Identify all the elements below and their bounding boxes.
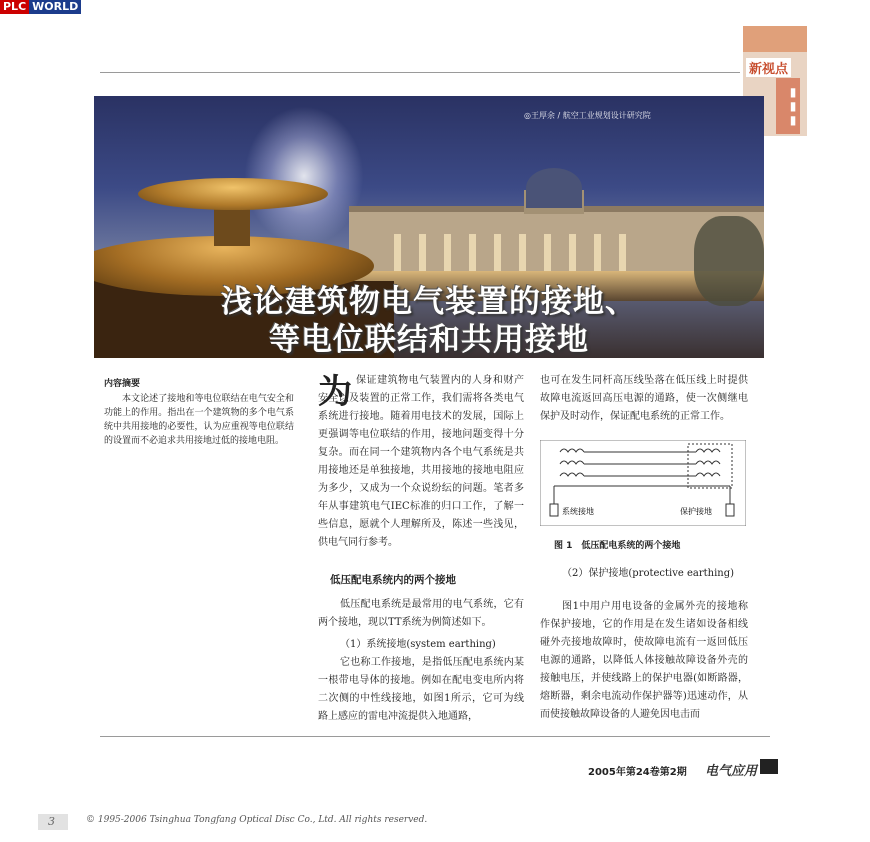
- magazine-logo-box: [760, 759, 778, 774]
- logo-part-plc: PLC: [0, 0, 29, 14]
- intro-paragraph: 保证建筑物电气装置内的人身和财产安全以及装置的正常工作，我们需将各类电气系统进行接地。随着用电技术的发展，国际上更强调等电位联结的作用，接地问题变得十分复杂。而在同一个建筑物内各个电气系统是共用接地还是单独接地，共用接地的接地电阻应为多少，又成为一个众说纷纭的问题。笔者多年从事建筑电气IEC标准的归口工作，了解一些信息，愿就个人理解所及，陈述一些浅见，供电气同行参考。: [318, 375, 524, 548]
- copyright-notice: © 1995-2006 Tsinghua Tongfang Optical Disc Co., Ltd. All rights reserved.: [86, 815, 428, 825]
- body-paragraph: 低压配电系统是最常用的电气系统，它有两个接地，现以TT系统为例简述如下。: [318, 599, 524, 628]
- page-number: 3: [48, 815, 55, 828]
- magazine-name: 电气应用: [705, 764, 758, 779]
- fountain-bowl-image: [138, 178, 328, 210]
- issue-info: 2005年第24卷第2期: [588, 767, 687, 778]
- system-earth-electrode: [550, 504, 558, 516]
- subheading-system-earthing: （1）系统接地(system earthing): [340, 639, 496, 650]
- logo-part-world: WORLD: [29, 0, 81, 14]
- body-paragraph: 图1中用户用电设备的金属外壳的接地称作保护接地，它的作用是在发生诸如设备相线碰外壳接地故障时，使故障电流有一返回低压电源的通路，以降低人体接触故障设备外壳的接触电压，并使线路上的保护电器(如断路器，熔断器，剩余电流动作保护器等)迅速动作，从而使接触故障设备的人避免因电击而: [540, 601, 748, 720]
- figure-caption: 图 1 低压配电系统的两个接地: [554, 541, 681, 551]
- abstract-title: 内容摘要: [104, 379, 141, 389]
- bottom-divider: [100, 736, 770, 737]
- drop-cap: 为: [318, 372, 352, 412]
- fountain-spray-image: [244, 106, 364, 246]
- fountain-stem-image: [214, 206, 250, 246]
- plcworld-logo: [0, 0, 81, 14]
- protective-earth-electrode: [726, 504, 734, 516]
- page-number-box: [38, 814, 68, 830]
- article-title-line2: 等电位联结和共用接地: [269, 322, 589, 358]
- top-divider: [100, 72, 740, 73]
- label-system-earthing: 系统接地: [562, 507, 594, 516]
- subheading-protective-earthing: （2）保护接地(protective earthing): [562, 568, 735, 579]
- body-paragraph: 也可在发生同杆高压线坠落在低压线上时提供故障电流返回高压电源的通路，使一次侧继电保护及时动作，保证配电系统的正常工作。: [540, 375, 748, 422]
- title-banner: [94, 96, 764, 358]
- figure-1-circuit-diagram: [540, 440, 746, 526]
- label-protective-earthing: 保护接地: [680, 507, 712, 516]
- section-label: 新视点: [746, 58, 791, 77]
- body-paragraph: 它也称工作接地，是指低压配电系统内某一根带电导体的接地。例如在配电变电所内将二次侧的中性线接地，如图1所示，它可为线路上感应的雷电冲流提供入地通路，: [318, 657, 524, 722]
- author-byline: ◎王厚余 / 航空工业规划设计研究院: [524, 111, 651, 120]
- article-title-line1: 浅论建筑物电气装置的接地、: [221, 284, 637, 320]
- dome-image: [526, 168, 582, 208]
- section-vertical-ornament: ▮▮▮: [776, 78, 800, 134]
- section-heading: 低压配电系统内的两个接地: [330, 574, 456, 586]
- abstract-body: 本文论述了接地和等电位联结在电气安全和功能上的作用。指出在一个建筑物的多个电气系统中共用接地的必要性，认为应重视等电位联结的设置而不必追求共用接地过低的接地电阻。: [104, 394, 294, 446]
